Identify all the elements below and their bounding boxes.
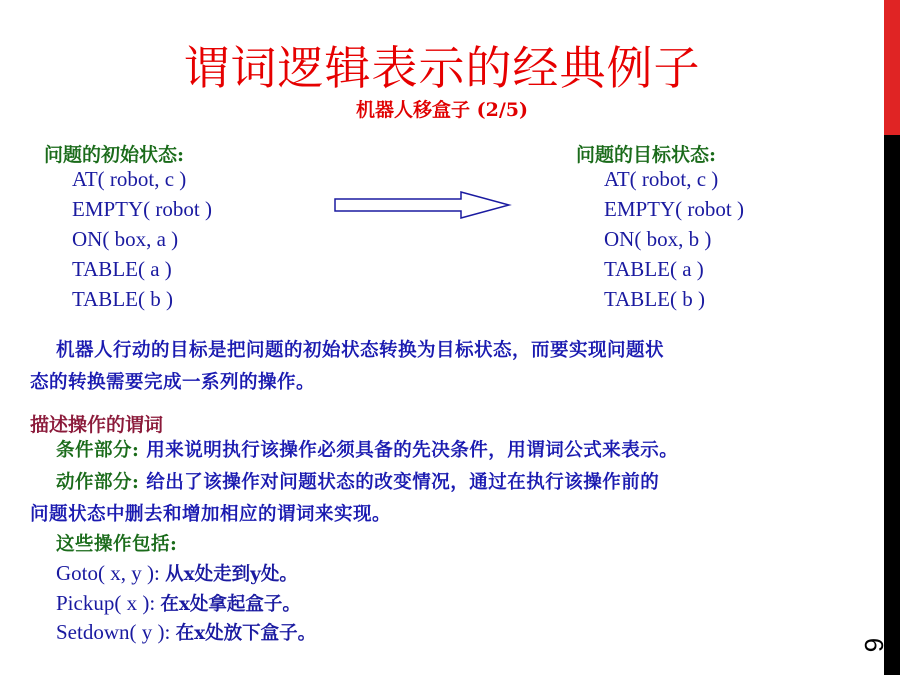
goal-state-item: TABLE( b ) bbox=[604, 287, 705, 311]
action-label: 动作部分: bbox=[56, 472, 140, 493]
goal-state-item: EMPTY( robot ) bbox=[604, 197, 744, 221]
transition-arrow-icon bbox=[333, 190, 513, 220]
condition-text: 用来说明执行该操作必须具备的先决条件，用谓词公式来表示。 bbox=[146, 440, 679, 461]
initial-state-item: AT( robot, c ) bbox=[72, 167, 187, 191]
intro-line-1: 机器人行动的目标是把问题的初始状态转换为目标状态，而要实现问题状 bbox=[56, 340, 665, 361]
op-setdown bbox=[56, 619, 316, 645]
operators-heading: 描述操作的谓词 bbox=[30, 414, 164, 436]
goal-state-item: AT( robot, c ) bbox=[604, 167, 719, 191]
op-description: 在x处拿起盒子。 bbox=[160, 594, 301, 615]
condition-label: 条件部分: bbox=[56, 440, 140, 461]
sidebar-black-bar bbox=[884, 135, 900, 675]
op-signature: Goto( x, y ): bbox=[56, 561, 160, 585]
op-description: 从x处走到y处。 bbox=[165, 564, 298, 585]
initial-state-item: TABLE( a ) bbox=[72, 257, 172, 281]
op-description: 在x处放下盒子。 bbox=[175, 623, 317, 644]
condition-line bbox=[56, 435, 678, 467]
goal-state-list bbox=[604, 164, 744, 314]
page-number: 6 bbox=[859, 637, 889, 653]
ops-list-label: 这些操作包括: bbox=[56, 534, 178, 555]
goal-state-heading: 问题的目标状态: bbox=[576, 144, 717, 166]
initial-state-item: EMPTY( robot ) bbox=[72, 197, 212, 221]
initial-state-list bbox=[72, 164, 212, 314]
initial-state-item: ON( box, a ) bbox=[72, 227, 179, 251]
action-line bbox=[56, 467, 659, 499]
action-text-1: 给出了该操作对问题状态的改变情况，通过在执行该操作前的 bbox=[146, 472, 660, 493]
op-pickup bbox=[56, 590, 301, 616]
slide-title: 谓词逻辑表示的经典例子 bbox=[183, 41, 701, 95]
goal-state-item: ON( box, b ) bbox=[604, 227, 712, 251]
op-signature: Setdown( y ): bbox=[56, 620, 171, 644]
sidebar-red-bar bbox=[884, 0, 900, 135]
slide-subtitle: 机器人移盒子 (2/5) bbox=[356, 99, 528, 121]
initial-state-item: TABLE( b ) bbox=[72, 287, 173, 311]
intro-line-2: 态的转换需要完成一系列的操作。 bbox=[30, 372, 316, 393]
initial-state-heading: 问题的初始状态: bbox=[44, 144, 185, 166]
goal-state-item: TABLE( a ) bbox=[604, 257, 704, 281]
op-goto bbox=[56, 560, 298, 586]
action-text-2: 问题状态中删去和增加相应的谓词来实现。 bbox=[30, 504, 392, 525]
op-signature: Pickup( x ): bbox=[56, 591, 156, 615]
